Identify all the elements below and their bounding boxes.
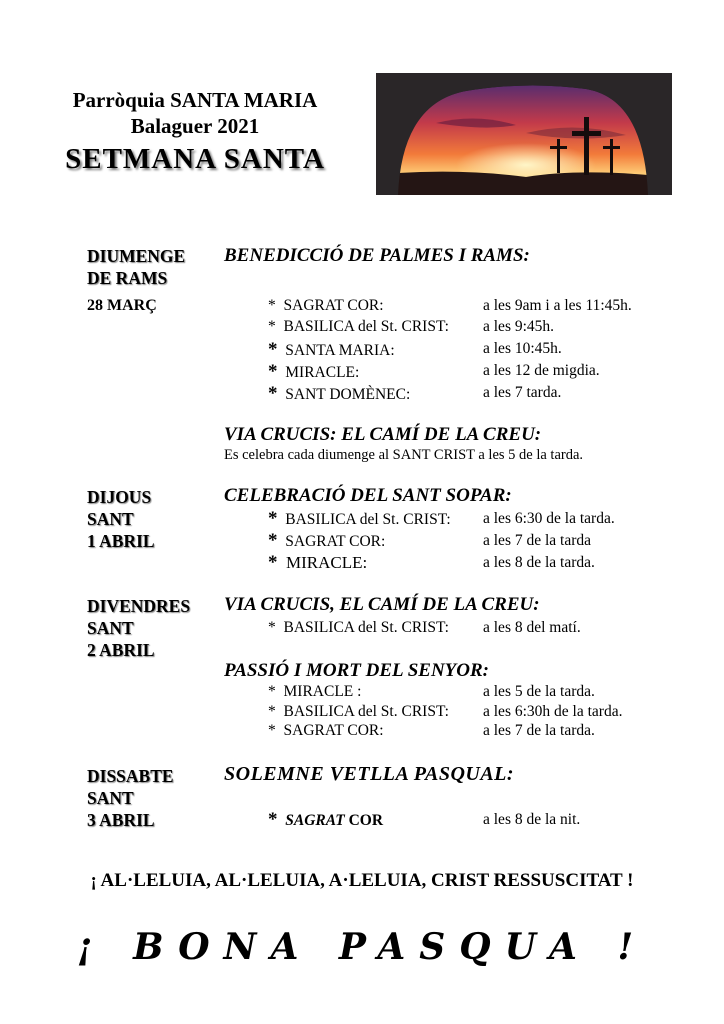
list-item-time: a les 7 tarda. [483,384,562,401]
section-palmes: BENEDICCIÓ DE PALMES I RAMS: [224,245,530,266]
section-vetlla: SOLEMNE VETLLA PASQUAL: [224,763,515,785]
section-passio: PASSIÓ I MORT DEL SENYOR: [224,660,489,681]
list-item-time: a les 12 de migdia. [483,362,600,379]
parish-name: Parròquia SANTA MARIA [72,88,318,112]
section-via-crucis: VIA CRUCIS: EL CAMÍ DE LA CREU: [224,424,542,445]
day-dissabte-2: SANT [87,788,134,808]
list-item: * SAGRAT COR: [268,530,386,551]
list-item-time: a les 9:45h. [483,318,555,335]
day-divendres-2: SANT [87,618,134,638]
day-dijous-2: SANT [87,509,134,529]
list-item-time: a les 8 de la nit. [483,811,581,828]
list-item: * MIRACLE: [268,552,368,573]
list-item: * MIRACLE: [268,361,360,382]
date-divendres: 2 ABRIL [87,640,155,660]
via-crucis-note: Es celebra cada diumenge al SANT CRIST a les 5 de la tarda. [224,447,584,463]
day-dijous: DIJOUS [87,487,152,507]
list-item-time: a les 5 de la tarda. [483,683,595,700]
day-rams-2: DE RAMS [87,268,168,288]
list-item-time: a les 8 del matí. [483,619,581,636]
tomb-crosses-image [376,73,672,195]
list-item-time: a les 10:45h. [483,340,562,357]
bona-pasqua: ¡ BONA PASQUA ! [76,926,648,968]
page-title: SETMANA SANTA [65,143,325,175]
day-divendres: DIVENDRES [87,596,191,616]
list-item-time: a les 6:30 de la tarda. [483,510,615,527]
list-item: * BASILICA del St. CRIST: [268,318,449,335]
section-sant-sopar: CELEBRACIÓ DEL SANT SOPAR: [224,485,512,506]
list-item: * BASILICA del St. CRIST: [268,508,451,529]
date-rams: 28 MARÇ [87,297,157,314]
list-item-time: a les 8 de la tarda. [483,554,595,571]
list-item: * SAGRAT COR: [268,297,384,314]
list-item: * BASILICA del St. CRIST: [268,703,449,720]
list-item: * SANTA MARIA: [268,339,395,360]
list-item-time: a les 6:30h de la tarda. [483,703,623,720]
date-dijous: 1 ABRIL [87,531,155,551]
list-item: * BASILICA del St. CRIST: [268,619,449,636]
list-item: * MIRACLE : [268,683,362,700]
list-item: * SANT DOMÈNEC: [268,383,411,404]
day-rams: DIUMENGE [87,246,186,266]
date-dissabte: 3 ABRIL [87,810,155,830]
alleluia-line: ¡ AL·LELUIA, AL·LELUIA, A·LELUIA, CRIST RESSUSCITAT ! [90,870,634,891]
section-via-crucis-2: VIA CRUCIS, EL CAMÍ DE LA CREU: [224,594,540,615]
list-item: * SAGRAT COR: [268,722,384,739]
list-item-time: a les 7 de la tarda [483,532,592,549]
day-dissabte: DISSABTE [87,766,174,786]
place-year: Balaguer 2021 [130,114,260,138]
list-item-time: a les 9am i a les 11:45h. [483,297,632,314]
list-item-time: a les 7 de la tarda. [483,722,595,739]
list-item: * SAGRAT COR [268,809,384,830]
